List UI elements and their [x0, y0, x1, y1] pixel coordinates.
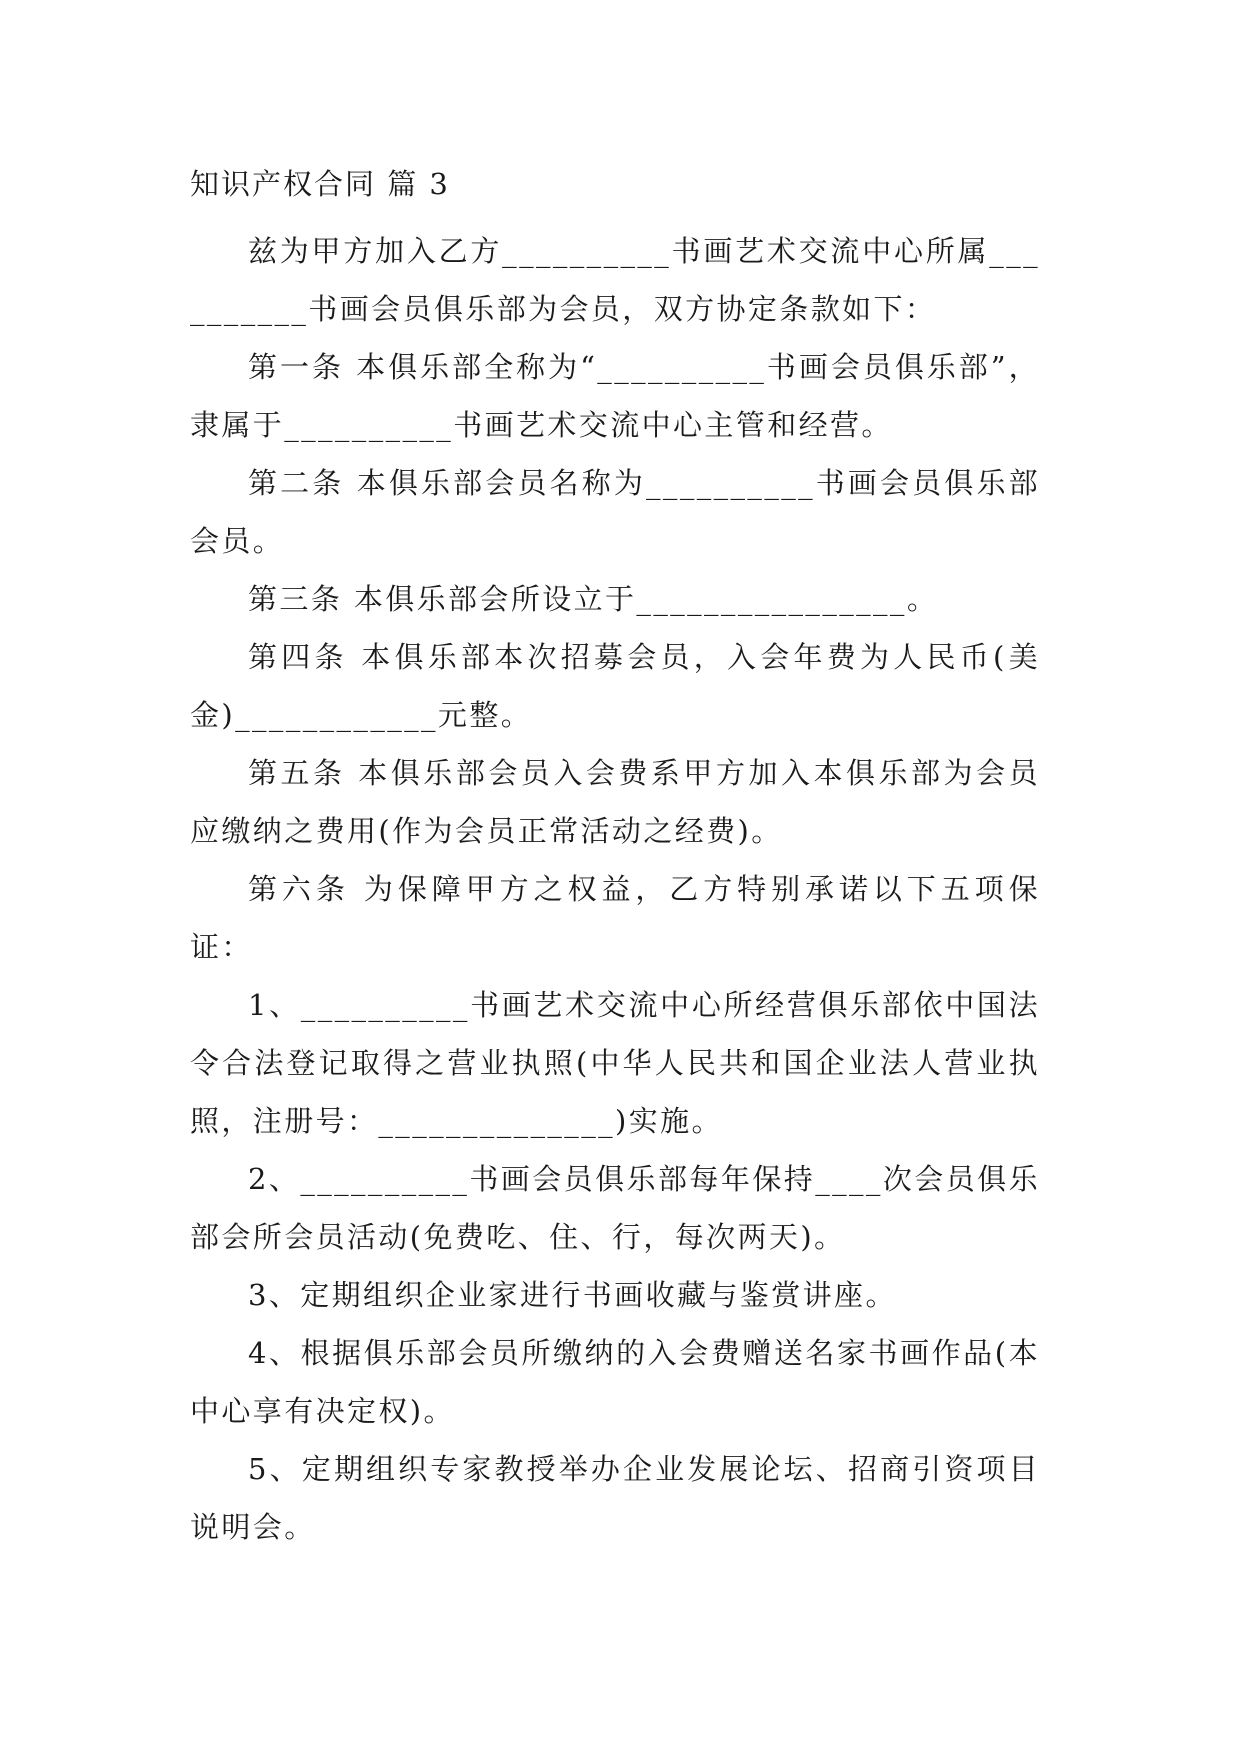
guarantee-5-paragraph: 5、定期组织专家教授举办企业发展论坛、招商引资项目说明会。	[190, 1452, 1040, 1544]
document-body	[190, 222, 1040, 1556]
guarantee-2-paragraph: 2、__________书画会员俱乐部每年保持____次会员俱乐部会所会员活动(免费吃、住、行，每次两天)。	[190, 1162, 1040, 1254]
article-2-paragraph: 第二条 本俱乐部会员名称为__________书画会员俱乐部会员。	[190, 466, 1040, 558]
guarantee-4-paragraph: 4、根据俱乐部会员所缴纳的入会费赠送名家书画作品(本中心享有决定权)。	[190, 1336, 1040, 1428]
article-3-paragraph: 第三条 本俱乐部会所设立于________________。	[248, 582, 939, 616]
guarantee-1-paragraph: 1、__________书画艺术交流中心所经营俱乐部依中国法令合法登记取得之营业执照(中华人民共和国企业法人营业执照，注册号：______________)实施。	[190, 988, 1040, 1138]
guarantee-3-paragraph: 3、定期组织企业家进行书画收藏与鉴赏讲座。	[248, 1278, 897, 1312]
document-title: 知识产权合同 篇 3	[190, 167, 450, 201]
article-4-paragraph: 第四条 本俱乐部本次招募会员，入会年费为人民币(美金)____________元整。	[190, 640, 1040, 732]
preamble-paragraph: 兹为甲方加入乙方__________书画艺术交流中心所属__________书画会员俱乐部为会员，双方协定条款如下：	[190, 234, 1040, 326]
article-6-paragraph: 第六条 为保障甲方之权益，乙方特别承诺以下五项保证：	[190, 872, 1040, 964]
article-1-paragraph: 第一条 本俱乐部全称为“__________书画会员俱乐部”，隶属于__________书画艺术交流中心主管和经营。	[190, 350, 1040, 442]
article-5-paragraph: 第五条 本俱乐部会员入会费系甲方加入本俱乐部为会员应缴纳之费用(作为会员正常活动之经费)。	[190, 756, 1040, 848]
